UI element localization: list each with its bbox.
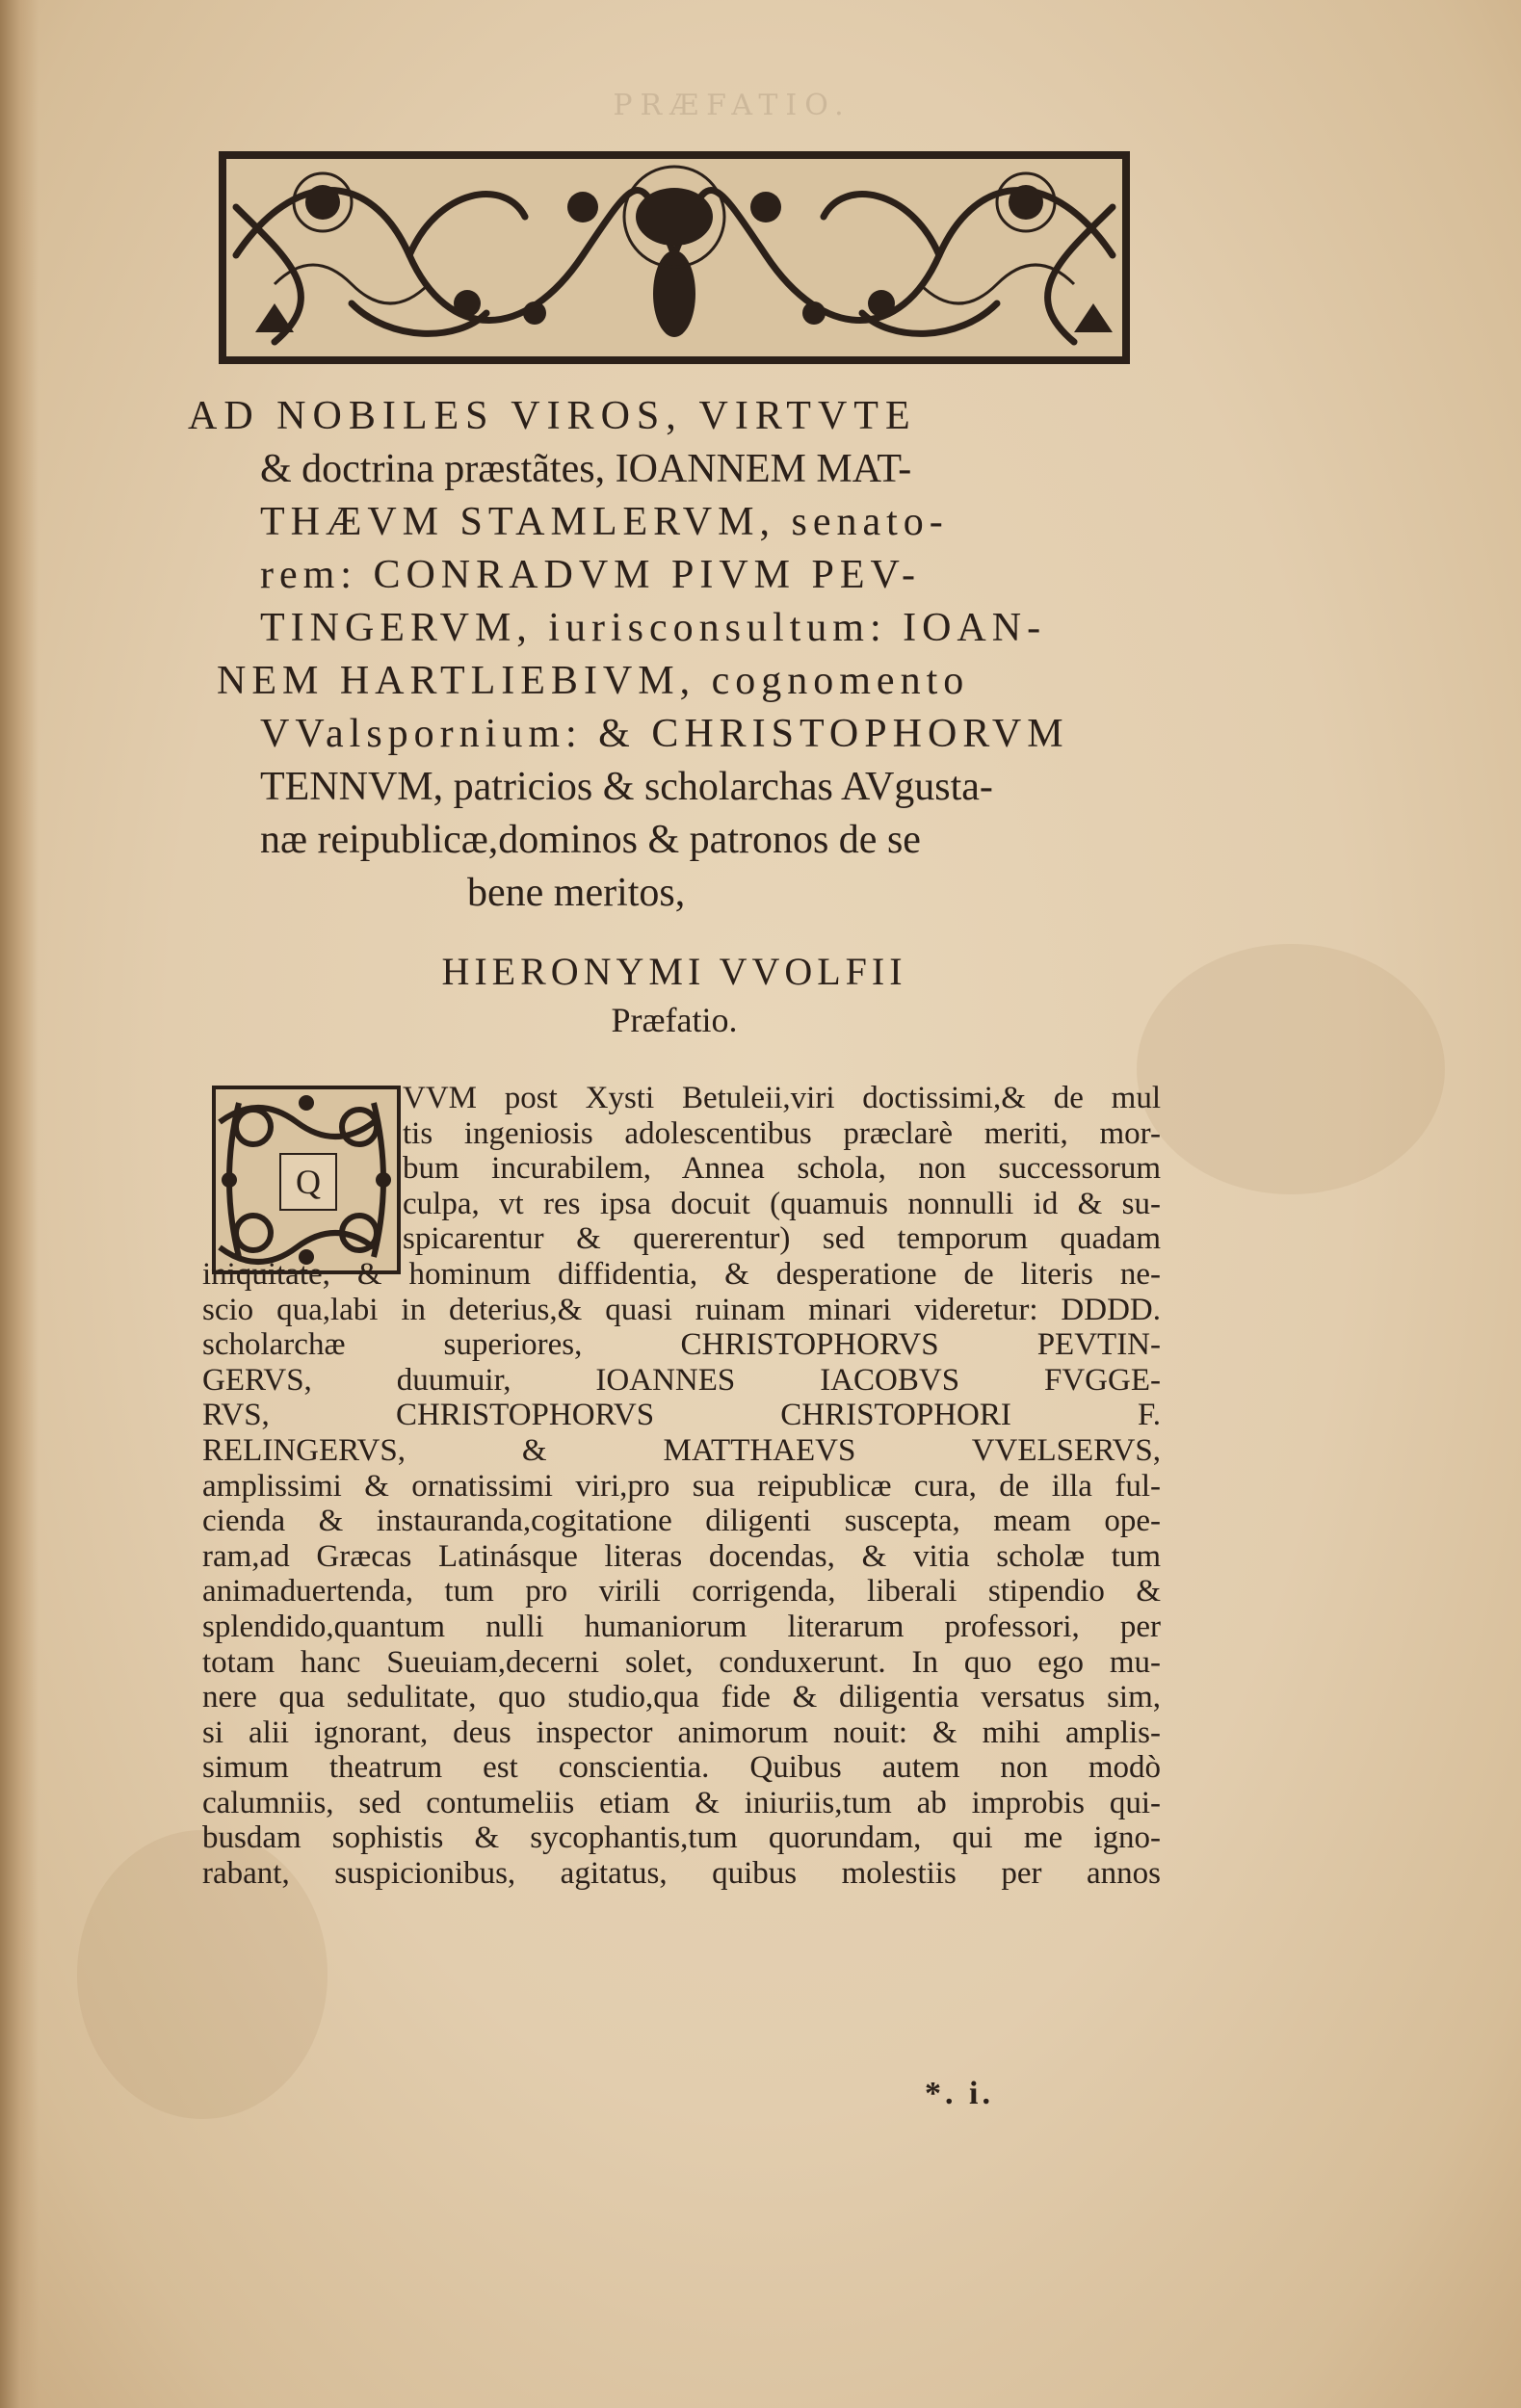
title-line: bene meritos, [467, 871, 686, 915]
body-line: VVM post Xysti Betuleii,viri doctissimi,& de mul [403, 1081, 1161, 1115]
body-line: RVS, CHRISTOPHORVS CHRISTOPHORI F. [202, 1398, 1161, 1433]
preface-body [202, 1081, 1161, 1892]
title-line: TINGERVM, iurisconsultum: IOAN- [260, 606, 1047, 650]
body-line: splendido,quantum nulli humaniorum literarum professori, per [202, 1609, 1161, 1644]
signature-mark: *. i. [925, 2076, 994, 2111]
body-line: scio qua,labi in deterius,& quasi ruinam minari videretur: DDDD. [202, 1292, 1161, 1327]
title-line: rem: CONRADVM PIVM PEV- [260, 553, 921, 597]
body-line: spicarentur & quererentur) sed temporum quadam [403, 1221, 1161, 1257]
body-line: culpa, vt res ipsa docuit (quamuis nonnulli id & su- [403, 1186, 1161, 1221]
body-line: RELINGERVS, & MATTHAEVS VVELSERVS, [202, 1432, 1161, 1468]
body-line: ram,ad Græcas Latinásque literas docendas, & vitia scholæ tum [202, 1538, 1161, 1574]
body-line: nere qua sedulitate, quo studio,qua fide & diligentia versatus sim, [202, 1680, 1161, 1715]
title-line: AD NOBILES VIROS, VIRTVTE [188, 394, 917, 438]
body-line: amplissimi & ornatissimi viri,pro sua reipublicæ cura, de illa ful- [202, 1468, 1161, 1504]
title-line: VValspornium: & CHRISTOPHORVM [260, 712, 1069, 756]
page-gutter-shadow [0, 0, 39, 2408]
paper-stain [1137, 944, 1445, 1194]
dedication-title [188, 390, 1151, 920]
initial-letter: Q [279, 1153, 337, 1211]
title-line: NEM HARTLIEBIVM, cognomento [217, 659, 970, 703]
body-line: iniquitate, & hominum diffidentia, & desperatione de literis ne- [202, 1256, 1161, 1292]
preface-heading: Præfatio. [611, 1001, 738, 1039]
body-line: calumniis, sed contumeliis etiam & iniuriis,tum ab improbis qui- [202, 1785, 1161, 1820]
title-line: & doctrina præstãtes, IOANNEM MAT- [260, 447, 912, 491]
body-line: scholarchæ superiores, CHRISTOPHORVS PEVTIN- [202, 1327, 1161, 1363]
body-line: animaduertenda, tum pro virili corrigenda, liberali stipendio & [202, 1574, 1161, 1610]
body-line: bum incurabilem, Annea schola, non successorum [403, 1151, 1161, 1187]
ornamental-headpiece [217, 149, 1132, 366]
author-heading: HIERONYMI VVOLFII [441, 950, 907, 993]
body-line: tis ingeniosis adolescentibus præclarè meriti, mor- [403, 1115, 1161, 1151]
show-through-running-head: PRÆFATIO. [613, 89, 852, 122]
body-line: busdam sophistis & sycophantis,tum quorundam, qui me igno- [202, 1820, 1161, 1856]
body-line: simum theatrum est conscientia. Quibus autem non modò [202, 1750, 1161, 1786]
title-line: TENNVM, patricios & scholarchas AVgusta- [260, 765, 993, 809]
title-line: næ reipublicæ,dominos & patronos de se [260, 818, 921, 862]
body-line: totam hanc Sueuiam,decerni solet, conduxerunt. In quo ego mu- [202, 1644, 1161, 1680]
body-line: cienda & instauranda,cogitatione diligenti suscepta, meam ope- [202, 1504, 1161, 1539]
body-line: rabant, suspicionibus, agitatus, quibus molestiis per annos [202, 1856, 1161, 1892]
body-line: si alii ignorant, deus inspector animorum nouit: & mihi amplis- [202, 1714, 1161, 1750]
body-line: GERVS, duumuir, IOANNES IACOBVS FVGGE- [202, 1362, 1161, 1398]
title-line: THÆVM STAMLERVM, senato- [260, 500, 949, 544]
